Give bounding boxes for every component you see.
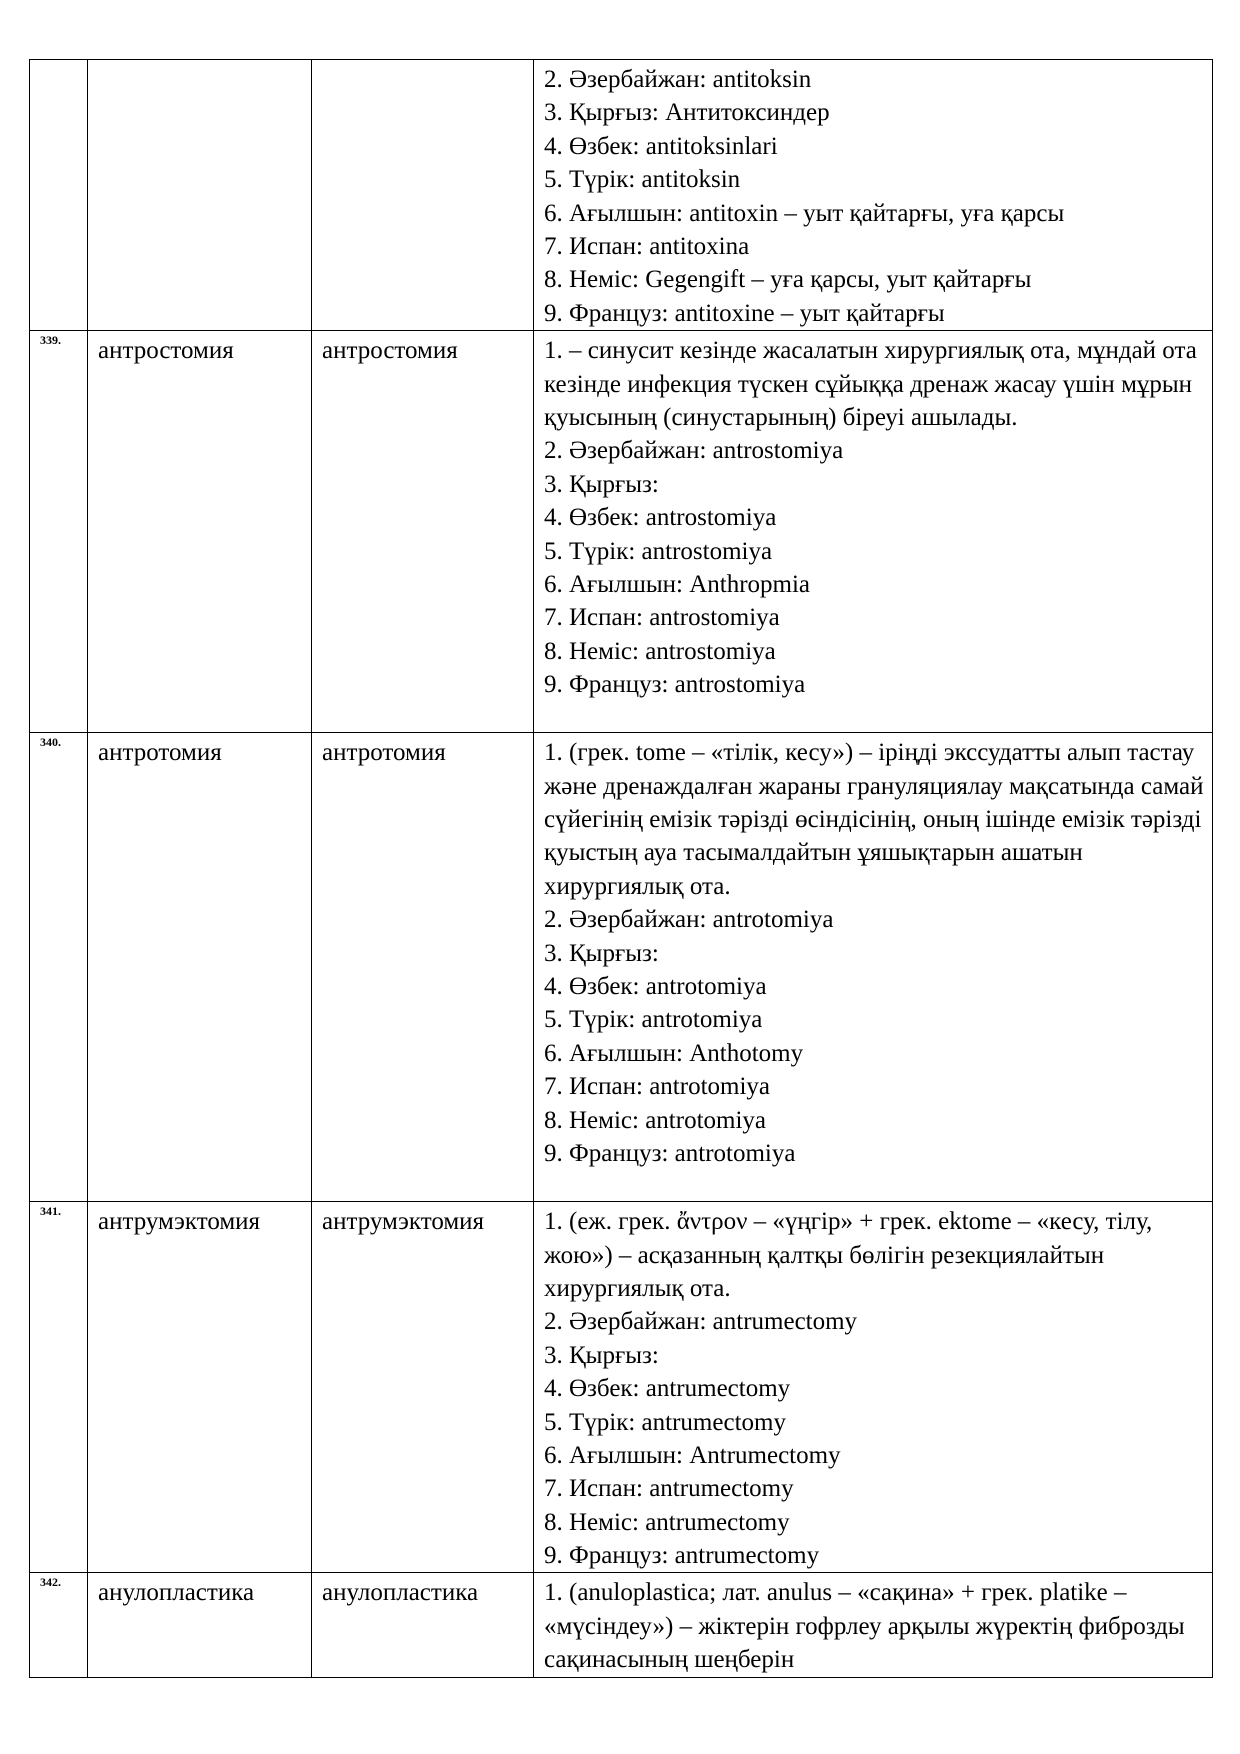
term-russian: антротомия xyxy=(312,733,534,1202)
translation-line: 6. Ағылшын: Antrumectomy xyxy=(544,1441,841,1469)
entry-number: 342. xyxy=(30,1573,88,1677)
translation-line: 7. Испан: antrostomiya xyxy=(544,604,780,632)
translation-line: 3. Қырғыз: xyxy=(544,470,659,498)
translation-line: 7. Испан: antrotomiya xyxy=(544,1073,771,1101)
term-russian: анулопластика xyxy=(312,1573,534,1677)
translation-line: 5. Түрік: antrostomiya xyxy=(544,537,773,565)
translations-cell xyxy=(534,60,1213,331)
translation-line: 9. Француз: antrumectomy xyxy=(544,1542,820,1570)
definition-text: 1. (еж. грек. ἄντρον – «үңгір» + грек. ektome – «кесу, тілу, жою») – асқазанның қалтқы бөлігін резекциялайтын хирургиялық ота. xyxy=(544,1208,1153,1302)
translation-line: 7. Испан: antitoxina xyxy=(544,232,750,260)
table-row xyxy=(30,733,1213,1202)
translation-line: 6. Ағылшын: antitoxin – уыт қайтарғы, уға қарсы xyxy=(544,199,1065,227)
translation-line: 6. Ағылшын: Anthropmia xyxy=(544,570,811,598)
term-russian: антростомия xyxy=(312,331,534,733)
translation-line: 4. Өзбек: antrumectomy xyxy=(544,1375,791,1403)
translation-line: 8. Неміс: antrotomiya xyxy=(544,1106,767,1134)
definition-cell xyxy=(534,1573,1213,1677)
definition-text: 1. (грек. tome – «тілік, кесу») – іріңді экссудатты алып тастау және дренаждалған жараны грануляциялау мақсатында самай сүйегінің емізік тәрізді өсіндісінің, оның ішінде емізік тәрізді қуыстың ауа тасымалдайтын ұяшықтарын ашатын хирургиялық ота. xyxy=(544,739,1204,900)
translation-line: 4. Өзбек: antrotomiya xyxy=(544,972,767,1000)
table-row xyxy=(30,60,1213,331)
translation-line: 9. Француз: antrotomiya xyxy=(544,1139,796,1167)
translation-line: 2. Әзербайжан: antrostomiya xyxy=(544,437,844,465)
translation-line: 3. Қырғыз: xyxy=(544,939,659,967)
translation-line: 2. Әзербайжан: antrumectomy xyxy=(544,1308,858,1336)
table-row xyxy=(30,1573,1213,1677)
term-russian xyxy=(312,60,534,331)
translation-line: 4. Өзбек: antitoksinlari xyxy=(544,132,778,160)
translation-line: 8. Неміс: antrumectomy xyxy=(544,1508,790,1536)
translation-line: 9. Француз: antrostomiya xyxy=(544,671,806,699)
entry-number: 340. xyxy=(30,733,88,1202)
dictionary-table xyxy=(29,59,1213,1678)
translation-line: 5. Түрік: antitoksin xyxy=(544,166,741,194)
translation-line: 6. Ағылшын: Anthotomy xyxy=(544,1039,804,1067)
table-row xyxy=(30,1202,1213,1573)
translation-line: 2. Әзербайжан: antrotomiya xyxy=(544,906,834,934)
definition-cell xyxy=(534,331,1213,733)
translation-line: 9. Француз: antitoxine – уыт қайтарғы xyxy=(544,299,945,327)
translation-line: 4. Өзбек: antrostomiya xyxy=(544,504,777,532)
translation-line: 7. Испан: antrumectomy xyxy=(544,1475,794,1503)
entry-number: 339. xyxy=(30,331,88,733)
term-kazakh xyxy=(88,60,312,331)
definition-text: 1. (anuloplastica; лат. anulus – «сақина» + грек. platike – «мүсіндеу») – жіктерін гофрлеу арқылы жүректің фиброзды сақинасының шеңберін xyxy=(544,1579,1185,1674)
translation-line: 2. Әзербайжан: antitoksin xyxy=(544,66,812,93)
term-kazakh: антростомия xyxy=(88,331,312,733)
entry-number xyxy=(30,60,88,331)
entry-number: 341. xyxy=(30,1202,88,1573)
translation-line: 8. Неміс: Gegengift – уға қарсы, уыт қайтарғы xyxy=(544,266,1032,294)
term-kazakh: антротомия xyxy=(88,733,312,1202)
translation-line: 8. Неміс: antrostomiya xyxy=(544,637,776,665)
translation-line: 5. Түрік: antrotomiya xyxy=(544,1006,763,1034)
table-row xyxy=(30,331,1213,733)
definition-cell xyxy=(534,733,1213,1202)
translation-line: 5. Түрік: antrumectomy xyxy=(544,1408,786,1436)
translation-line: 3. Қырғыз: xyxy=(544,1341,659,1369)
term-russian: антрумэктомия xyxy=(312,1202,534,1573)
translation-line: 3. Қырғыз: Антитоксиндер xyxy=(544,99,830,127)
definition-text: 1. – синусит кезінде жасалатын хирургиялық ота, мұндай ота кезінде инфекция түскен сұйыққа дренаж жасау үшін мұрын қуысының (синустарының) біреуі ашылады. xyxy=(544,337,1197,431)
definition-cell xyxy=(534,1202,1213,1573)
term-kazakh: антрумэктомия xyxy=(88,1202,312,1573)
term-kazakh: анулопластика xyxy=(88,1573,312,1677)
